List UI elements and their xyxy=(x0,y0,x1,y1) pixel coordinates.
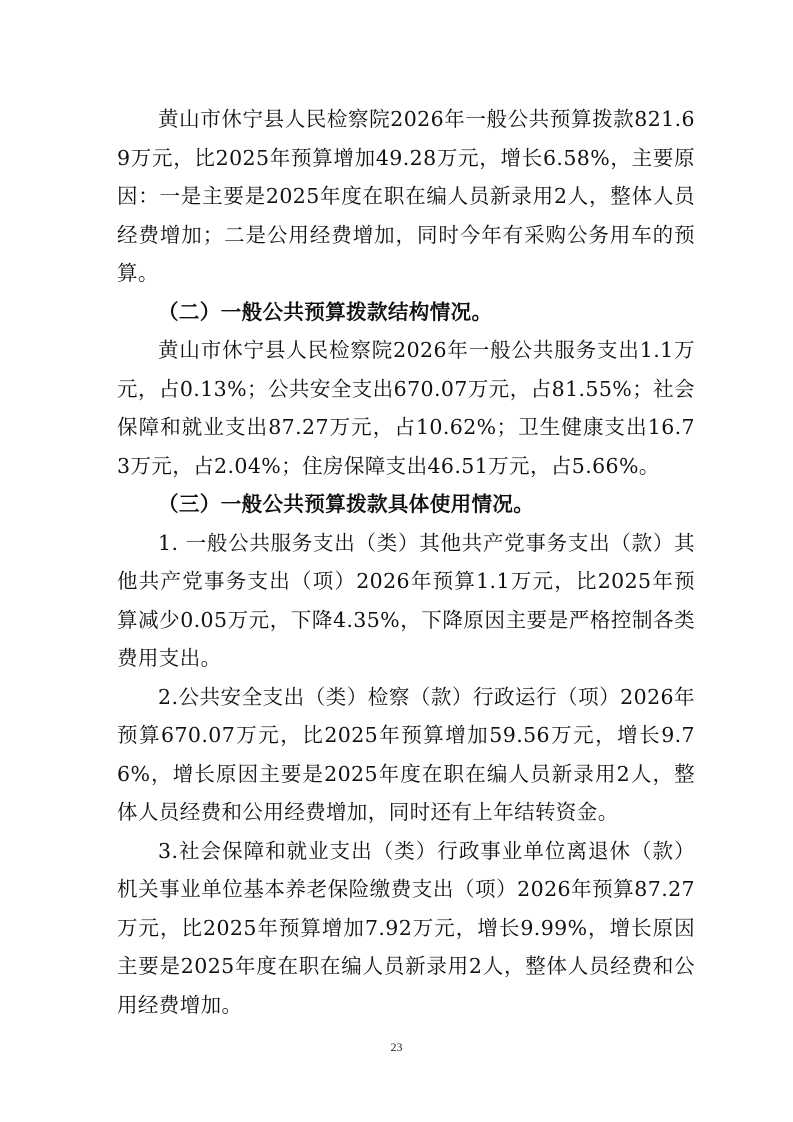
usage-item-3: 3.社会保障和就业支出（类）行政事业单位离退休（款）机关事业单位基本养老保险缴费支出（项）2026年预算87.27万元，比2025年预算增加7.92万元，增长9.99%，增长原因主要是2025年度在职在编人员新录用2人，整体人员经费和公用经费增加。 xyxy=(117,838,695,1017)
page-number: 23 xyxy=(390,1040,403,1054)
section-heading-structure: （二）一般公共预算拨款结构情况。 xyxy=(158,299,493,324)
usage-item-2: 2.公共安全支出（类）检察（款）行政运行（项）2026年预算670.07万元，比2025年预算增加59.56万元，增长9.76%，增长原因主要是2025年度在职在编人员新录用2人，整体人员经费和公用经费增加，同时还有上年结转资金。 xyxy=(117,684,695,824)
document-body xyxy=(117,100,695,1024)
section-heading-usage: （三）一般公共预算拨款具体使用情况。 xyxy=(158,492,535,516)
intro-paragraph: 黄山市休宁县人民检察院2026年一般公共预算拨款821.69万元，比2025年预算增加49.28万元，增长6.58%，主要原因：一是主要是2025年度在职在编人员新录用2人，整体人员经费增加；二是公用经费增加，同时今年有采购公务用车的预算。 xyxy=(117,107,695,285)
usage-item-1: 1. 一般公共服务支出（类）其他共产党事务支出（款）其他共产党事务支出（项）2026年预算1.1万元，比2025年预算减少0.05万元，下降4.35%，下降原因主要是严格控制各类费用支出。 xyxy=(117,530,695,670)
structure-paragraph: 黄山市休宁县人民检察院2026年一般公共服务支出1.1万元，占0.13%；公共安全支出670.07万元，占81.55%；社会保障和就业支出87.27万元，占10.62%；卫生健康支出16.73万元，占2.04%；住房保障支出46.51万元，占5.66%。 xyxy=(117,338,695,478)
